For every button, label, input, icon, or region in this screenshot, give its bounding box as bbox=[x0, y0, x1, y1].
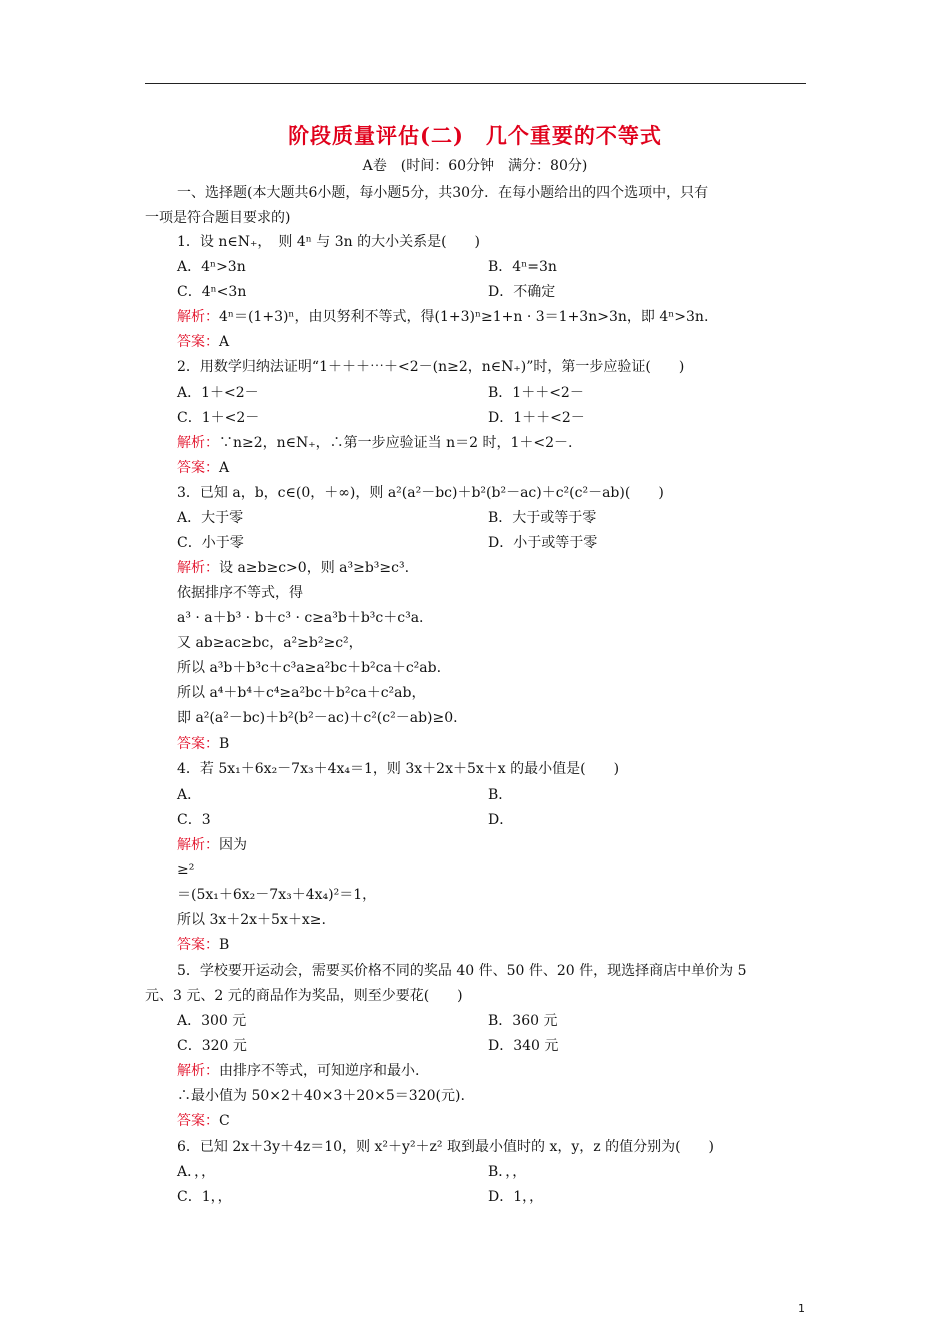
section-intro-line1: 一、选择题(本大题共6小题，每小题5分，共30分．在每小题给出的四个选项中，只有 bbox=[177, 185, 709, 201]
q3-answer bbox=[177, 734, 229, 754]
q2-option-b: B．1＋＋<2－ bbox=[488, 385, 584, 401]
q1-option-d: D．不确定 bbox=[488, 284, 556, 300]
q5-option-a: A．300 元 bbox=[177, 1013, 247, 1029]
q2-stem: 2．用数学归纳法证明“1＋＋＋⋯＋<2－(n≥2，n∈N₊)”时，第一步应验证( ) bbox=[177, 359, 685, 375]
answer-label: 答案： bbox=[177, 334, 219, 350]
q3-step: 所以 a⁴＋b⁴＋c⁴≥a²bc＋b²ca＋c²ab， bbox=[177, 685, 426, 701]
q4-analysis bbox=[177, 835, 247, 855]
q3-stem: 3．已知 a，b，c∈(0，＋∞)，则 a²(a²－bc)＋b²(b²－ac)＋c²(c²－ab)( ) bbox=[177, 485, 664, 501]
q4-option-c: C．3 bbox=[177, 812, 211, 828]
q3-step: 所以 a³b＋b³c＋c³a≥a²bc＋b²ca＋c²ab. bbox=[177, 660, 442, 676]
q2-analysis-text: ∵n≥2，n∈N₊，∴第一步应验证当 n＝2 时，1＋<2－. bbox=[219, 435, 573, 451]
q6-option-a: A．，， bbox=[177, 1164, 216, 1180]
answer-label: 答案： bbox=[177, 460, 219, 476]
q5-stem-line2: 元、3 元、2 元的商品作为奖品，则至少要花( ) bbox=[145, 988, 463, 1004]
q6-stem: 6．已知 2x＋3y＋4z＝10，则 x²＋y²＋z² 取到最小值时的 x，y，z 的值分别为( ) bbox=[177, 1139, 714, 1155]
q5-answer bbox=[177, 1111, 230, 1131]
page-number: 1 bbox=[798, 1302, 805, 1315]
q1-option-a: A．4ⁿ>3n bbox=[177, 259, 246, 275]
q5-step: ∴最小值为 50×2＋40×3＋20×5＝320(元). bbox=[177, 1088, 465, 1104]
q4-analysis-text: 因为 bbox=[219, 837, 247, 853]
q3-option-a: A．大于零 bbox=[177, 510, 244, 526]
q3-analysis-text: 设 a≥b≥c>0，则 a³≥b³≥c³. bbox=[219, 560, 410, 576]
q3-answer-value: B bbox=[219, 736, 230, 752]
q6-option-b: B．，， bbox=[488, 1164, 527, 1180]
analysis-label: 解析： bbox=[177, 837, 219, 853]
q6-option-d: D．1，， bbox=[488, 1189, 544, 1205]
q3-step: a³ · a＋b³ · b＋c³ · c≥a³b＋b³c＋c³a. bbox=[177, 610, 424, 626]
q3-step: 即 a²(a²－bc)＋b²(b²－ac)＋c²(c²－ab)≥0. bbox=[177, 710, 458, 726]
q5-option-b: B．360 元 bbox=[488, 1013, 558, 1029]
q2-analysis bbox=[177, 433, 573, 453]
q4-step: ≥² bbox=[177, 862, 195, 878]
analysis-label: 解析： bbox=[177, 1063, 219, 1079]
q4-step: 所以 3x＋2x＋5x＋x≥. bbox=[177, 912, 326, 928]
q3-option-c: C．小于零 bbox=[177, 535, 244, 551]
q5-stem-line1: 5．学校要开运动会，需要买价格不同的奖品 40 件、50 件、20 件，现选择商店中单价为 5 bbox=[177, 963, 747, 979]
q1-option-b: B．4ⁿ=3n bbox=[488, 259, 557, 275]
q3-step: 又 ab≥ac≥bc，a²≥b²≥c²， bbox=[177, 635, 363, 651]
q5-option-c: C．320 元 bbox=[177, 1038, 247, 1054]
q6-option-c: C．1，， bbox=[177, 1189, 232, 1205]
q2-answer bbox=[177, 458, 229, 478]
page-subtitle: A卷 (时间：60分钟 满分：80分) bbox=[362, 158, 588, 174]
q4-option-b: B． bbox=[488, 787, 513, 803]
q2-answer-value: A bbox=[219, 460, 230, 476]
q3-option-b: B．大于或等于零 bbox=[488, 510, 597, 526]
analysis-label: 解析： bbox=[177, 435, 219, 451]
q2-option-d: D．1＋＋<2－ bbox=[488, 410, 585, 426]
answer-label: 答案： bbox=[177, 1113, 219, 1129]
q3-analysis bbox=[177, 558, 409, 578]
q1-analysis bbox=[177, 307, 708, 327]
q2-option-a: A．1＋<2－ bbox=[177, 385, 259, 401]
analysis-label: 解析： bbox=[177, 560, 219, 576]
q5-answer-value: C bbox=[219, 1113, 230, 1129]
q2-option-c: C．1＋<2－ bbox=[177, 410, 260, 426]
q5-analysis-text: 由排序不等式，可知逆序和最小. bbox=[219, 1063, 420, 1079]
answer-label: 答案： bbox=[177, 937, 219, 953]
q4-step: ＝(5x₁＋6x₂－7x₃＋4x₄)²＝1， bbox=[177, 887, 377, 903]
q4-answer bbox=[177, 935, 229, 955]
q5-option-d: D．340 元 bbox=[488, 1038, 559, 1054]
q4-answer-value: B bbox=[219, 937, 230, 953]
q1-answer bbox=[177, 332, 229, 352]
q1-answer-value: A bbox=[219, 334, 230, 350]
q1-stem: 1．设 n∈N₊， 则 4ⁿ 与 3n 的大小关系是( ) bbox=[177, 234, 480, 250]
q3-step: 依据排序不等式，得 bbox=[177, 585, 303, 601]
analysis-label: 解析： bbox=[177, 309, 219, 325]
q4-stem: 4．若 5x₁＋6x₂－7x₃＋4x₄＝1，则 3x＋2x＋5x＋x 的最小值是( ) bbox=[177, 761, 620, 777]
q1-option-c: C．4ⁿ<3n bbox=[177, 284, 247, 300]
q3-option-d: D．小于或等于零 bbox=[488, 535, 598, 551]
q4-option-d: D． bbox=[488, 812, 514, 828]
header-rule bbox=[145, 83, 806, 84]
answer-label: 答案： bbox=[177, 736, 219, 752]
page-title: 阶段质量评估(二) 几个重要的不等式 bbox=[288, 123, 662, 148]
q5-analysis bbox=[177, 1061, 419, 1081]
q4-option-a: A． bbox=[177, 787, 202, 803]
q1-analysis-text: 4ⁿ＝(1+3)ⁿ，由贝努利不等式，得(1+3)ⁿ≥1+n · 3＝1+3n>3n，即 4ⁿ>3n. bbox=[219, 309, 709, 325]
section-intro-line2: 一项是符合题目要求的) bbox=[145, 210, 291, 226]
